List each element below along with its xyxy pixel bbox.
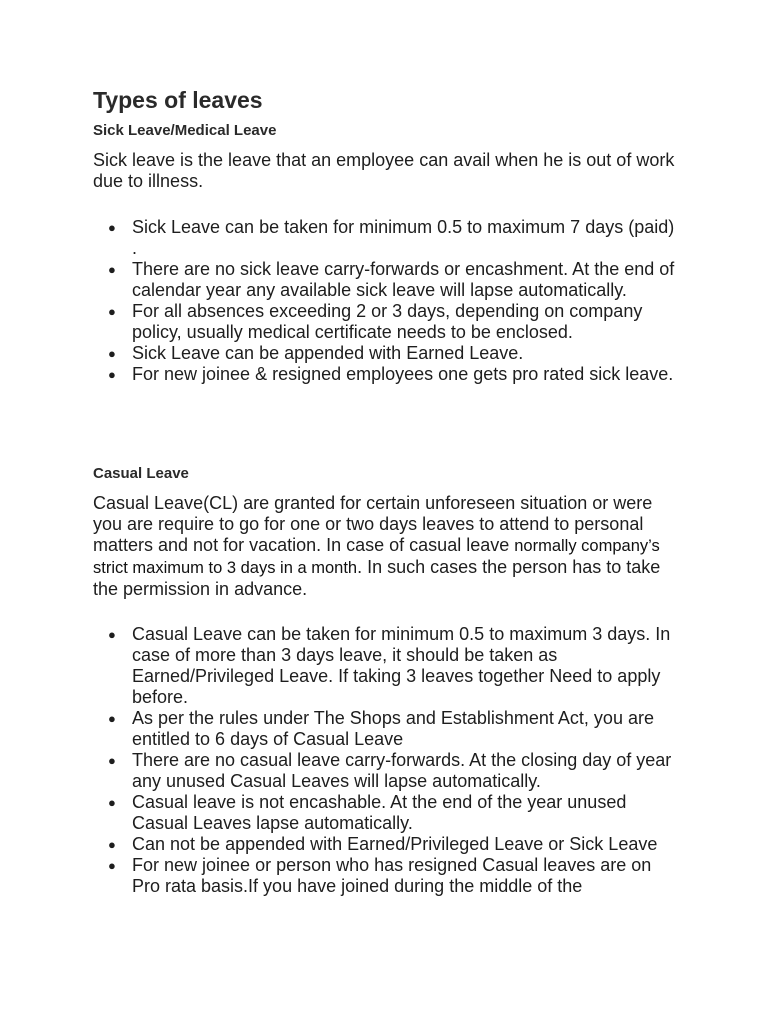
list-item-text: There are no casual leave carry-forwards. At the closing day of year any unused Casual Leaves will lapse automatically. xyxy=(132,750,672,791)
list-item-text: For all absences exceeding 2 or 3 days, depending on company policy, usually medical certificate needs to be enclosed. xyxy=(132,301,643,342)
bullet-icon: ● xyxy=(108,795,116,810)
list-item xyxy=(93,259,683,301)
list-item xyxy=(93,364,683,385)
bullet-icon: ● xyxy=(108,367,116,382)
sick-leave-heading: Sick Leave/Medical Leave xyxy=(93,122,277,139)
list-item xyxy=(93,217,683,259)
list-item-text: For new joinee or person who has resigned Casual leaves are on Pro rata basis.If you have joined during the middle of the xyxy=(132,855,652,896)
bullet-icon: ● xyxy=(108,220,116,235)
page-title: Types of leaves xyxy=(93,87,263,113)
list-item-text: Casual leave is not encashable. At the end of the year unused Casual Leaves lapse automatically. xyxy=(132,792,627,833)
bullet-icon: ● xyxy=(108,858,116,873)
bullet-icon: ● xyxy=(108,262,116,277)
bullet-icon: ● xyxy=(108,627,116,642)
casual-intro-text-end: . In such cases the person has to take the permission in advance. xyxy=(93,557,661,599)
casual-leave-heading: Casual Leave xyxy=(93,465,189,482)
list-item-text: Casual Leave can be taken for minimum 0.5 to maximum 3 days. In case of more than 3 days leave, it should be taken as Earned/Privileged Leave. If taking 3 leaves together Need to apply before. xyxy=(132,624,671,707)
casual-intro-highlight: normally company’s strict maximum to 3 days in a month xyxy=(93,537,660,577)
bullet-icon: ● xyxy=(108,753,116,768)
list-item-text: As per the rules under The Shops and Establishment Act, you are entitled to 6 days of Casual Leave xyxy=(132,708,654,749)
list-item-text: Can not be appended with Earned/Privileged Leave or Sick Leave xyxy=(132,834,658,854)
casual-intro-text: Casual Leave(CL) are granted for certain unforeseen situation or were you are require to go for one or two days leaves to attend to personal matters and not for vacation. In case of casual leave xyxy=(93,493,653,555)
bullet-icon: ● xyxy=(108,346,116,361)
list-item xyxy=(93,624,683,708)
sick-leave-list xyxy=(93,217,683,385)
bullet-icon: ● xyxy=(108,837,116,852)
list-item xyxy=(93,750,683,792)
list-item-text: There are no sick leave carry-forwards or encashment. At the end of calendar year any available sick leave will lapse automatically. xyxy=(132,259,675,300)
list-item xyxy=(93,792,683,834)
list-item-text: For new joinee & resigned employees one gets pro rated sick leave. xyxy=(132,364,674,384)
list-item-text: Sick Leave can be appended with Earned Leave. xyxy=(132,343,524,363)
sick-leave-intro: Sick leave is the leave that an employee can avail when he is out of work due to illness. xyxy=(93,150,675,191)
casual-leave-list xyxy=(93,624,683,897)
list-item xyxy=(93,343,683,364)
list-item xyxy=(93,855,683,897)
bullet-icon: ● xyxy=(108,711,116,726)
bullet-icon: ● xyxy=(108,304,116,319)
list-item-text: Sick Leave can be taken for minimum 0.5 to maximum 7 days (paid) . xyxy=(132,217,675,258)
list-item xyxy=(93,708,683,750)
casual-leave-intro xyxy=(93,493,683,600)
list-item xyxy=(93,301,683,343)
list-item xyxy=(93,834,683,855)
